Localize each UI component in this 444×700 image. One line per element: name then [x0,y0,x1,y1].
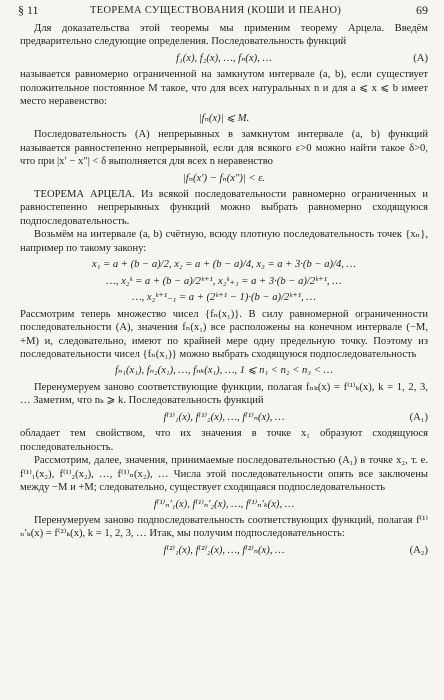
paragraph-renumber-2: Перенумеруем заново подпоследовательность соответствующих функций, полагая f⁽¹⁾ₙ′ₖ(x) = f⁽²⁾ₖ(x), k = 1, 2, 3, … Итак, мы получим подпоследовательность: [20,514,428,540]
section-number: § 11 [18,3,39,17]
equation-tag: (A₁) [409,411,428,423]
formula-text: f⁽¹⁾₁(x), f⁽¹⁾₂(x), …, f⁽¹⁾ₙ(x), … [163,411,285,423]
running-header [20,3,428,17]
formula-points-1 [20,258,428,271]
formula-text: f⁽¹⁾ₙ′₁(x), f⁽¹⁾ₙ′₂(x), …, f⁽¹⁾ₙ′ₖ(x), … [153,498,295,510]
formula-text: …, x₂ᵏ = a + (b − a)/2ᵏ⁺¹, x₂ᵏ₊₁ = a + 3·(b − a)/2ᵏ⁺¹, … [106,275,342,287]
formula-text: |fₙ(x)| ⩽ M. [198,112,250,124]
theorem-arzela: ТЕОРЕМА АРЦЕЛА. Из всякой последовательности равномерно ограниченных и равностепенно непрерывных функций можно выбрать равномерно сходящуюся подпоследовательность. [20,188,428,227]
formula-sequence-a1 [20,411,428,424]
formula-text: …, x₂ᵏ⁺¹₋₁ = a + (2ᵏ⁺¹ − 1)·(b − a)/2ᵏ⁺¹, … [132,292,316,304]
equation-tag: (A) [413,52,428,64]
paragraph-equicontinuous: Последовательность (A) непрерывных в замкнутом интервале (a, b) функций называется равностепенно непрерывной, если для всякого ε>0 можно найти такое δ>0, что при |x′ − x″| < δ выполняется для всех n неравенство [20,129,428,168]
formula-points-3 [20,291,428,304]
paragraph-converges-x1: обладает тем свойством, что их значения в точке x₁ образуют сходящуюся последовательность. [20,428,428,453]
book-page [20,0,428,700]
paragraph-uniform-bounded: называется равномерно ограниченной на замкнутом интервале (a, b), если существует положительное постоянное M такое, что для всех натуральных n и для a ⩽ x ⩽ b имеет место неравенство: [20,69,428,108]
formula-subsequence-x2 [20,498,428,511]
paragraph-intro: Для доказательства этой теоремы мы применим теорему Арцела. Введём предварительно следующие определения. Последовательность функций [20,23,428,48]
formula-text: f⁽²⁾₁(x), f⁽²⁾₂(x), …, f⁽²⁾ₙ(x), … [163,544,285,556]
formula-sequence-a2 [20,544,428,557]
paragraph-set-values: Рассмотрим теперь множество чисел {fₙ(x₁)}. В силу равномерной ограниченности последовательности (A), значения fₙ(x₁) все расположены на конечном интервале (−M, +M) и, следовательно, имеют по крайней мере одну предельную точку. Поэтому из последовательности чисел {fₙ(x₁)} можно выбрать сходящуюся подпоследовательность [20,308,428,360]
formula-text: x₁ = a + (b − a)/2, x₂ = a + (b − a)/4, x₃ = a + 3·(b − a)/4, … [92,259,356,271]
paragraph-renumber-1: Перенумеруем заново соответствующие функции, полагая fₙₖ(x) = f⁽¹⁾ₖ(x), k = 1, 2, 3, … Заметим, что nₖ ⩾ k. Последовательность функций [20,381,428,407]
equation-tag: (A₂) [409,544,428,556]
formula-text: fₙ₁(x₁), fₙ₂(x₁), …, fₙₖ(x₁), …, 1 ⩽ n₁ < n₂ < n₃ < … [115,365,333,377]
page-number: 69 [416,3,428,17]
formula-text: |fₙ(x′) − fₙ(x″)| < ε. [182,172,266,184]
formula-bound [20,112,428,125]
running-title: ТЕОРЕМА СУЩЕСТВОВАНИЯ (КОШИ И ПЕАНО) [90,5,342,16]
paragraph-dense-points: Возьмём на интервале (a, b) счётную, всюду плотную последовательность точек {xₙ}, например по такому закону: [20,229,428,254]
formula-points-2 [20,275,428,288]
page-body [20,22,428,560]
formula-subsequence-x1 [20,364,428,377]
formula-sequence-a [20,52,428,65]
formula-equicontinuity [20,172,428,185]
formula-text: f₁(x), f₂(x), …, fₙ(x), … [176,52,272,64]
paragraph-values-x2: Рассмотрим, далее, значения, принимаемые последовательностью (A₁) в точке x₂, т. е. f⁽¹⁾₁(x₂), f⁽¹⁾₂(x₂), …, f⁽¹⁾ₙ(x₂), … Числа этой последовательности опять все заключены между −M и +M; следовательно, существует сходящаяся подпоследовательность [20,455,428,494]
